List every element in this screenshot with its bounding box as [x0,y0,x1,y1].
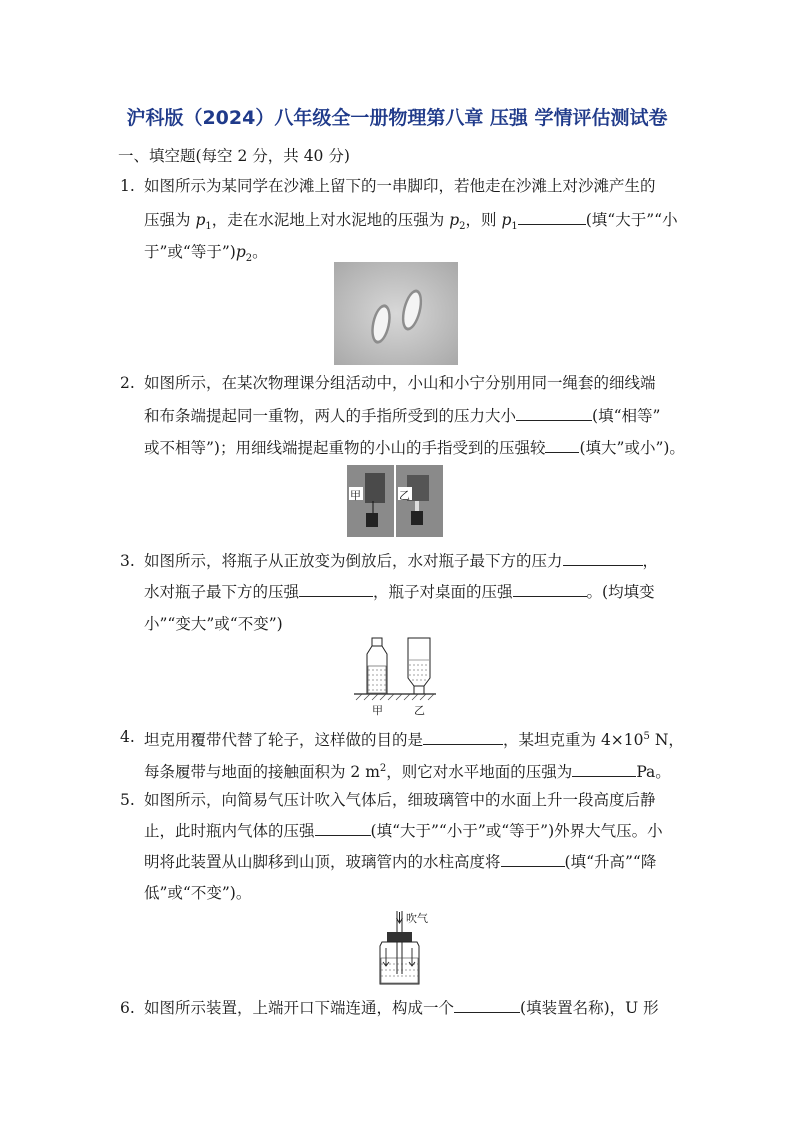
question-5-line-4: 低”或“不变”)。 [144,884,252,902]
label-yi: 乙 [414,704,425,717]
question-number: 5. [120,791,135,809]
answer-blank[interactable] [454,998,520,1013]
question-5-line-1: 如图所示，向简易气压计吹入气体后，细玻璃管中的水面上升一段高度后静 [144,791,656,809]
question-2-line-3: 或不相等”)；用细线端提起重物的小山的手指受到的压强较 (填大”或小”)。 [144,439,685,457]
question-4-line-1: 坦克用覆带代替了轮子，这样做的目的是 ，某坦克重为 $4\times 10^5$ N， [144,731,684,750]
question-number: 2. [120,374,135,392]
question-4-line-2: 每条履带与地面的接触面积为 2 $m^2$，则它对水平地面的压强为 Pa。 [144,763,671,782]
question-2-line-1: 如图所示，在某次物理课分组活动中，小山和小宁分别用同一绳套的细线端 [144,374,656,392]
answer-blank[interactable] [563,551,643,566]
question-number: 6. [120,999,135,1017]
answer-blank[interactable] [315,821,371,836]
answer-blank[interactable] [572,762,636,777]
answer-blank[interactable] [299,582,373,597]
barometer-figure [372,908,442,988]
bottle-figure [350,636,440,716]
question-number: 3. [120,552,135,570]
question-number: 1. [120,177,135,195]
label-blow: 吹气 [406,912,428,925]
question-1-line-3: 于”或“等于$”)p_2$。 [144,243,268,265]
question-number: 4. [120,728,135,746]
label-jia: 甲 [372,704,383,717]
finger-pressure-figure [347,465,443,537]
label-jia: 甲 [350,489,361,502]
question-1-line-2: 压强为 $p_1$，走在水泥地上对水泥地的压强为 $p_2$，则 $p_1$ (填“大于”“小 [144,211,678,233]
footprint-figure [334,262,458,365]
answer-blank[interactable] [501,852,565,867]
question-1-line-1: 如图所示为某同学在沙滩上留下的一串脚印，若他走在沙滩上对沙滩产生的 [144,177,656,195]
section-heading: 一、填空题(每空 2 分，共 40 分) [118,147,350,165]
question-5-line-3: 明将此装置从山脚移到山顶，玻璃管内的水柱高度将 (填“升高”“降 [144,853,657,871]
question-3-line-3: 小”“变大”或“不变”) [144,615,283,633]
question-6-line-1: 如图所示装置，上端开口下端连通，构成一个 (填装置名称)，U 形 [144,999,659,1017]
answer-blank[interactable] [516,406,592,421]
question-5-line-2: 止，此时瓶内气体的压强 (填“大于”“小于”或“等于”)外界大气压。小 [144,822,663,840]
label-yi: 乙 [399,489,410,502]
answer-blank[interactable] [513,582,587,597]
question-3-line-1: 如图所示，将瓶子从正放变为倒放后，水对瓶子最下方的压力 ， [144,552,659,570]
question-3-line-2: 水对瓶子最下方的压强 ，瓶子对桌面的压强 。(均填变 [144,583,655,601]
answer-blank[interactable] [545,438,579,453]
answer-blank[interactable] [423,730,503,745]
answer-blank[interactable] [518,210,586,225]
question-2-line-2: 和布条端提起同一重物，两人的手指所受到的压力大小 (填“相等” [144,407,661,425]
page-title: 沪科版（2024）八年级全一册物理第八章 压强 学情评估测试卷 [126,107,668,129]
